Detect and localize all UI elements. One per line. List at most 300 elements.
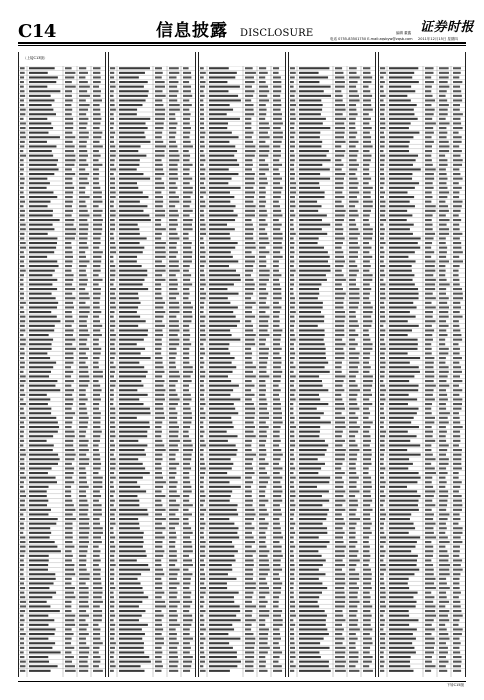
table-cell-text (200, 325, 205, 327)
table-cell-text (453, 670, 461, 672)
table-cell-text (79, 375, 89, 377)
table-cell-text (119, 320, 146, 322)
table-cell-text (389, 449, 407, 451)
table-cell-text (335, 178, 344, 180)
table-cell-text (155, 463, 161, 465)
table-cell-text (380, 656, 384, 658)
table-cell-text (335, 624, 342, 626)
table-cell-text (110, 619, 114, 621)
table-cell-text (389, 329, 412, 331)
table-cell-text (290, 601, 295, 603)
table-cell-text (79, 578, 90, 580)
table-cell-text (425, 214, 433, 216)
table-cell-text (299, 90, 324, 92)
table-cell-text (79, 587, 89, 589)
table-cell-text (200, 219, 205, 221)
table-cell-text (380, 178, 385, 180)
table-cell-text (155, 141, 163, 143)
table-cell-text (65, 219, 74, 221)
table-cell-text (389, 403, 408, 405)
table-cell-text (273, 656, 280, 658)
table-cell-text (209, 293, 239, 295)
table-cell-text (200, 150, 204, 152)
table-cell-text (380, 155, 385, 157)
table-cell-text (335, 72, 343, 74)
table-cell-text (29, 665, 58, 667)
table-cell-text (245, 224, 253, 226)
table-cell-text (119, 187, 138, 189)
table-cell-text (20, 205, 24, 207)
table-cell-text (169, 329, 180, 331)
table-cell-text (155, 362, 163, 364)
table-cell-text (389, 256, 408, 258)
table-cell-text (273, 178, 282, 180)
table-cell-text (349, 472, 356, 474)
table-cell-text (245, 605, 256, 607)
table-cell-text (200, 642, 204, 644)
table-cell-text (93, 325, 102, 327)
table-cell-text (439, 270, 446, 272)
table-cell-text (200, 380, 204, 382)
table-cell-text (453, 513, 460, 515)
table-cell-text (335, 403, 344, 405)
table-cell-text (439, 463, 449, 465)
table-cell-text (183, 444, 193, 446)
table-cell-text (183, 651, 190, 653)
table-cell-text (93, 385, 100, 387)
table-cell-text (259, 569, 270, 571)
table-cell-text (273, 219, 279, 221)
table-cell-text (273, 431, 280, 433)
table-cell-text (273, 592, 281, 594)
table-cell-text (119, 532, 144, 534)
table-cell-text (380, 113, 384, 115)
table-cell-text (349, 104, 356, 106)
table-cell-text (20, 628, 24, 630)
table-cell-text (349, 159, 357, 161)
table-cell-text (363, 665, 369, 667)
table-cell-text (79, 178, 87, 180)
table-cell-text (79, 302, 85, 304)
table-cell-text (155, 260, 162, 262)
table-cell-text (93, 550, 100, 552)
table-cell-text (299, 647, 330, 649)
table-cell-text (439, 523, 446, 525)
table-cell-text (389, 398, 417, 400)
table-cell-text (349, 76, 360, 78)
table-cell-text (380, 352, 385, 354)
table-cell-text (169, 306, 179, 308)
table-cell-text (79, 638, 86, 640)
table-cell-text (20, 569, 24, 571)
table-cell-text (425, 205, 436, 207)
table-cell-text (155, 288, 161, 290)
table-cell-text (363, 302, 371, 304)
table-cell-text (29, 219, 60, 221)
table-cell-text (79, 380, 90, 382)
table-cell-text (65, 279, 73, 281)
table-cell-text (183, 477, 189, 479)
table-cell-text (79, 219, 87, 221)
table-cell-text (299, 274, 326, 276)
table-cell-text (65, 472, 74, 474)
table-cell-text (425, 67, 434, 69)
table-cell-text (209, 274, 240, 276)
table-cell-text (273, 159, 279, 161)
table-cell-text (453, 638, 459, 640)
table-cell-text (349, 118, 356, 120)
table-cell-text (93, 651, 99, 653)
table-cell-text (169, 601, 180, 603)
table-cell-text (65, 592, 74, 594)
table-cell-text (209, 348, 228, 350)
table-cell-text (335, 127, 345, 129)
table-cell-text (93, 90, 101, 92)
table-cell-text (65, 118, 73, 120)
table-cell-text (79, 458, 89, 460)
table-cell-text (29, 127, 53, 129)
table-cell-text (349, 458, 357, 460)
table-cell-text (335, 458, 345, 460)
table-cell-text (65, 362, 73, 364)
table-cell-text (29, 582, 54, 584)
table-cell-text (110, 343, 115, 345)
table-cell-text (380, 504, 383, 506)
table-cell-text (110, 615, 115, 617)
table-cell-text (183, 633, 190, 635)
table-cell-text (65, 444, 73, 446)
table-cell-text (389, 385, 419, 387)
column-heading (199, 52, 285, 66)
table-cell-text (20, 247, 26, 249)
table-cell-text (259, 265, 266, 267)
table-cell-text (209, 109, 233, 111)
table-cell-text (93, 81, 101, 83)
table-cell-text (453, 605, 461, 607)
table-cell-text (209, 458, 231, 460)
table-cell-text (65, 495, 71, 497)
table-cell-text (29, 145, 56, 147)
table-cell-text (93, 357, 99, 359)
table-cell-text (245, 145, 255, 147)
table-cell-text (200, 320, 205, 322)
table-cell-text (119, 559, 137, 561)
table-cell-text (389, 224, 414, 226)
table-cell-text (299, 615, 327, 617)
table-cell-text (425, 113, 434, 115)
table-cell-text (380, 343, 385, 345)
table-cell-text (290, 569, 295, 571)
table-cell-text (380, 366, 385, 368)
table-cell-text (183, 104, 192, 106)
table-cell-text (439, 518, 448, 520)
table-cell-text (79, 569, 87, 571)
table-cell-text (169, 136, 175, 138)
table-cell-text (65, 224, 74, 226)
table-cell-text (183, 155, 190, 157)
table-cell-text (389, 509, 419, 511)
table-cell-text (439, 196, 447, 198)
table-cell-text (155, 642, 164, 644)
table-cell-text (299, 527, 327, 529)
table-cell-text (209, 205, 236, 207)
table-cell-text (155, 136, 162, 138)
table-cell-text (245, 191, 255, 193)
table-cell-text (273, 527, 281, 529)
table-cell-text (363, 601, 370, 603)
table-cell-text (380, 357, 385, 359)
table-cell-text (363, 362, 369, 364)
table-cell-text (349, 316, 356, 318)
table-cell-text (299, 578, 319, 580)
table-cell-text (65, 159, 75, 161)
table-cell-text (439, 449, 447, 451)
table-cell-text (453, 67, 461, 69)
table-cell-text (363, 118, 371, 120)
table-cell-text (439, 247, 447, 249)
table-cell-text (425, 270, 435, 272)
table-cell-text (299, 201, 317, 203)
table-cell-text (363, 633, 370, 635)
table-cell-text (119, 477, 143, 479)
table-cell-text (20, 256, 25, 258)
table-cell-text (439, 127, 446, 129)
table-cell-text (425, 366, 433, 368)
table-cell-text (119, 421, 149, 423)
table-cell-text (299, 76, 328, 78)
table-cell-text (245, 541, 255, 543)
table-cell-text (29, 440, 47, 442)
table-cell-text (29, 81, 56, 83)
table-cell-text (245, 201, 253, 203)
table-cell-text (119, 403, 144, 405)
table-cell-text (183, 449, 193, 451)
table-cell-text (453, 440, 460, 442)
table-cell-text (299, 592, 322, 594)
table-cell-text (183, 316, 192, 318)
table-cell-text (335, 513, 342, 515)
table-cell-text (425, 352, 432, 354)
table-cell-text (65, 513, 73, 515)
table-cell-text (20, 389, 24, 391)
table-cell-text (273, 224, 282, 226)
table-cell-text (169, 270, 180, 272)
table-cell-text (259, 454, 266, 456)
table-cell-text (119, 661, 151, 663)
table-cell-text (335, 573, 345, 575)
table-cell-text (453, 210, 461, 212)
table-cell-text (439, 122, 450, 124)
table-cell-text (65, 467, 74, 469)
table-cell-text (299, 339, 324, 341)
table-cell-text (155, 316, 164, 318)
table-cell-text (273, 371, 282, 373)
table-cell-text (349, 205, 355, 207)
table-cell-text (349, 196, 357, 198)
table-cell-text (209, 159, 237, 161)
table-cell-text (245, 136, 252, 138)
table-cell-text (29, 320, 60, 322)
table-cell-text (20, 214, 25, 216)
table-cell-text (245, 196, 254, 198)
table-cell-text (245, 421, 254, 423)
table-cell-text (200, 569, 204, 571)
table-cell-text (349, 665, 356, 667)
table-cell-text (65, 490, 71, 492)
table-cell-text (273, 352, 279, 354)
table-cell-text (335, 647, 346, 649)
table-cell-text (453, 477, 459, 479)
table-cell-text (273, 302, 279, 304)
table-cell-text (425, 440, 435, 442)
table-cell-text (363, 440, 371, 442)
table-cell-text (259, 380, 265, 382)
table-cell-text (453, 352, 460, 354)
table-cell-text (453, 523, 459, 525)
table-cell-text (183, 362, 189, 364)
table-cell-text (20, 541, 26, 543)
table-cell-text (110, 481, 113, 483)
table-cell-text (290, 81, 294, 83)
table-cell-text (183, 509, 189, 511)
table-cell-text (65, 67, 72, 69)
table-cell-text (155, 412, 164, 414)
table-cell-text (425, 661, 432, 663)
table-cell-text (200, 490, 204, 492)
table-cell-text (389, 513, 411, 515)
table-cell-text (209, 435, 238, 437)
table-cell-text (453, 532, 463, 534)
table-cell-text (439, 81, 448, 83)
table-cell-text (290, 513, 294, 515)
table-cell-text (290, 205, 295, 207)
table-cell-text (389, 587, 409, 589)
table-cell-text (259, 150, 269, 152)
table-cell-text (183, 191, 193, 193)
table-cell-text (453, 182, 459, 184)
table-cell-text (119, 546, 143, 548)
table-cell-text (273, 601, 279, 603)
table-cell-text (299, 569, 319, 571)
table-cell-text (245, 311, 252, 313)
table-cell-text (363, 320, 372, 322)
table-cell-text (209, 343, 229, 345)
table-cell-text (29, 454, 58, 456)
table-cell-text (20, 504, 25, 506)
table-cell-text (79, 500, 87, 502)
table-cell-text (93, 578, 101, 580)
table-cell-text (119, 270, 147, 272)
table-cell-text (110, 270, 115, 272)
table-cell-text (380, 605, 386, 607)
table-cell-text (259, 270, 270, 272)
table-cell-text (169, 610, 177, 612)
table-cell-text (29, 141, 47, 143)
table-cell-text (119, 173, 143, 175)
table-cell-text (200, 224, 206, 226)
table-cell-text (259, 394, 265, 396)
table-cell-text (389, 610, 409, 612)
table-cell-text (273, 334, 281, 336)
table-cell-text (363, 371, 369, 373)
table-cell-text (110, 454, 114, 456)
table-cell-text (380, 661, 385, 663)
table-cell-text (79, 564, 86, 566)
table-cell-text (290, 76, 295, 78)
table-cell-text (273, 205, 280, 207)
table-cell-text (259, 233, 267, 235)
table-cell-text (119, 81, 148, 83)
table-cell-text (20, 398, 23, 400)
table-cell-text (93, 283, 99, 285)
table-cell-text (119, 182, 137, 184)
table-cell-text (183, 587, 189, 589)
table-cell-text (299, 132, 320, 134)
table-cell-text (290, 352, 295, 354)
table-cell-text (425, 518, 433, 520)
table-cell-text (453, 656, 462, 658)
table-cell-text (349, 325, 359, 327)
table-cell-text (425, 155, 431, 157)
table-cell-text (259, 440, 266, 442)
table-cell-text (349, 582, 357, 584)
table-cell-text (259, 95, 267, 97)
table-cell-text (363, 145, 373, 147)
table-cell-text (453, 587, 460, 589)
table-cell-text (349, 619, 358, 621)
table-cell-text (79, 486, 89, 488)
table-cell-text (380, 265, 385, 267)
table-cell-text (380, 536, 386, 538)
table-cell-text (79, 72, 88, 74)
table-cell-text (169, 619, 177, 621)
table-cell-text (453, 191, 459, 193)
table-cell-text (349, 421, 357, 423)
table-cell-text (169, 371, 179, 373)
table-cell-text (389, 394, 409, 396)
table-cell-text (389, 582, 408, 584)
table-cell-text (245, 467, 253, 469)
table-cell-text (335, 587, 344, 589)
table-cell-text (29, 624, 49, 626)
table-cell-text (453, 173, 460, 175)
table-cell-text (169, 495, 180, 497)
table-cell-text (65, 366, 71, 368)
table-cell-text (155, 403, 163, 405)
table-cell-text (273, 237, 283, 239)
table-cell-text (200, 182, 204, 184)
table-cell-text (93, 141, 99, 143)
table-cell-text (65, 99, 73, 101)
table-cell-text (169, 578, 177, 580)
table-cell-text (79, 293, 89, 295)
table-cell-text (299, 150, 329, 152)
table-cell-text (110, 150, 116, 152)
table-cell-text (363, 564, 369, 566)
table-cell-text (155, 233, 162, 235)
table-cell-text (20, 95, 25, 97)
table-cell-text (380, 431, 386, 433)
table-cell-text (245, 454, 256, 456)
table-cell-text (183, 601, 192, 603)
table-cell-text (169, 288, 177, 290)
table-cell-text (349, 334, 358, 336)
table-cell-text (200, 159, 205, 161)
table-cell-text (290, 325, 294, 327)
table-cell-text (389, 518, 410, 520)
table-cell-text (363, 398, 369, 400)
table-cell-text (29, 569, 48, 571)
